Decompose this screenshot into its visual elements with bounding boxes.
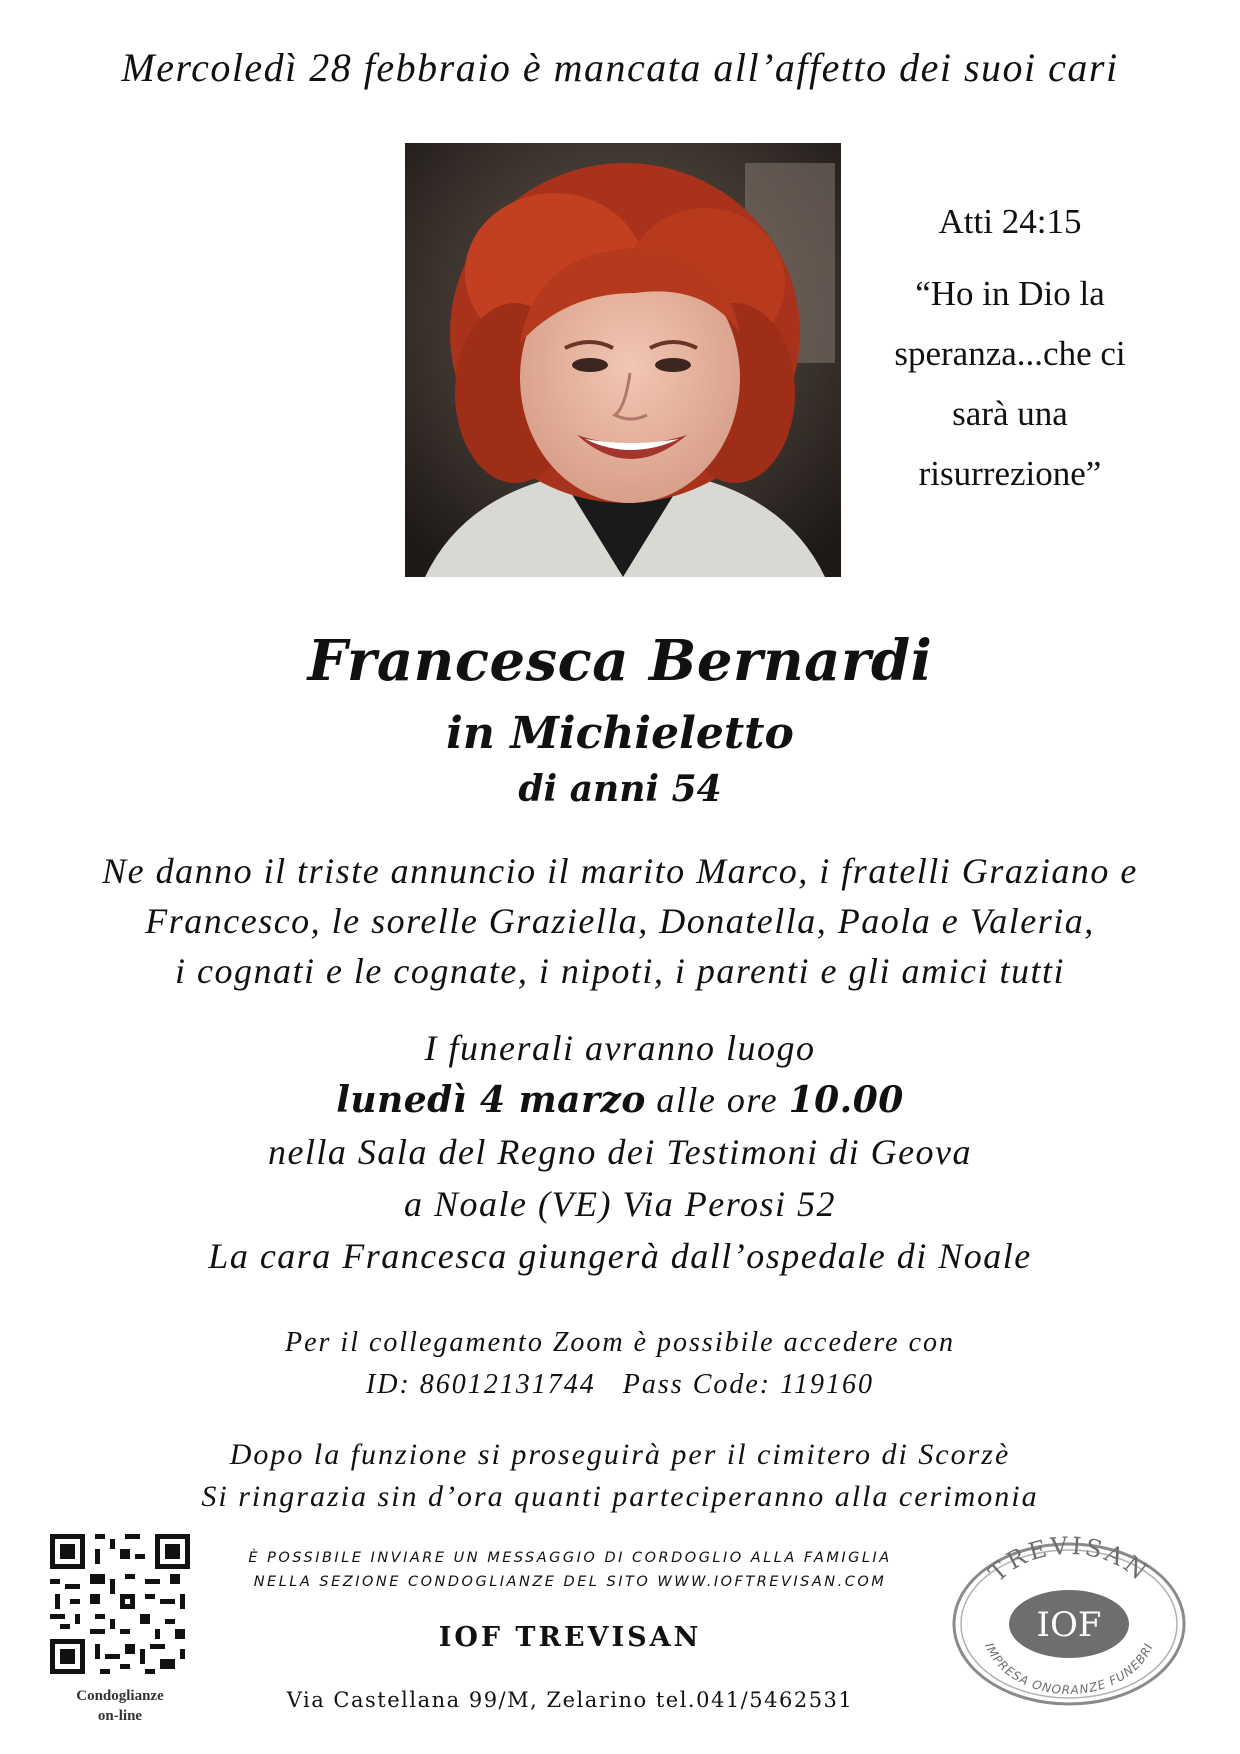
qr-label [50,1686,190,1726]
verse-line: sarà una [952,394,1068,433]
deceased-name: Francesca Bernardi [307,628,933,694]
funeral-time-prefix: alle ore [656,1080,779,1120]
deceased-age: di anni 54 [518,768,722,810]
qr-label-line: on-line [97,1708,143,1724]
notice-line: NELLA SEZIONE CONDOGLIANZE DEL SITO WWW.IOFTREVISAN.COM [253,1574,887,1590]
announcement [0,846,1240,996]
notice-line: È POSSIBILE INVIARE UN MESSAGGIO DI CORDOGLIO ALLA FAMIGLIA [248,1550,892,1566]
zoom-credentials: ID: 86012131744 Pass Code: 119160 [365,1369,875,1400]
announcement-line: i cognati e le cognate, i nipoti, i parenti e gli amici tutti [174,951,1066,991]
funeral-time: 10.00 [788,1079,904,1121]
zoom-info [0,1322,1240,1406]
funeral-arrival: La cara Francesca giungerà dall’ospedale di Noale [208,1236,1032,1276]
closing-notes [0,1434,1240,1518]
logo-center-text: IOF [1036,1605,1102,1645]
funeral-intro: I funerali avranno luogo [424,1028,816,1068]
funeral-details [0,1022,1240,1282]
closing-line: Dopo la funzione si proseguirà per il cimitero di Scorzè [229,1438,1011,1471]
funeral-place: nella Sala del Regno dei Testimoni di Geova [267,1132,973,1172]
verse-line: “Ho in Dio la [915,274,1105,313]
iof-trevisan-logo [946,1528,1192,1708]
opening-line: Mercoledì 28 febbraio è mancata all’affetto dei suoi cari [121,45,1119,90]
announcement-line: Ne danno il triste annuncio il marito Marco, i fratelli Graziano e [102,851,1138,891]
verse-reference: Atti 24:15 [938,202,1082,241]
funeral-address: a Noale (VE) Via Perosi 52 [404,1184,836,1224]
company-name: IOF TREVISAN [438,1622,702,1653]
announcement-line: Francesco, le sorelle Graziella, Donatella, Paola e Valeria, [145,901,1095,941]
company-address: Via Castellana 99/M, Zelarino tel.041/5462531 [286,1688,854,1712]
logo-bottom-text: IMPRESA ONORANZE FUNEBRI [982,1640,1156,1698]
verse-line: risurrezione” [918,454,1102,493]
qr-code[interactable] [50,1534,190,1674]
funeral-date: lunedì 4 marzo [336,1079,646,1121]
logo-top-text: TREVISAN [983,1531,1155,1588]
closing-line: Si ringrazia sin d’ora quanti parteciperanno alla cerimonia [201,1480,1039,1513]
qr-label-line: Condoglianze [76,1688,164,1704]
condolence-notice [180,1546,960,1594]
verse-line: speranza...che ci [894,334,1126,373]
married-name: in Michieletto [446,708,794,759]
bible-verse [860,192,1160,504]
funeral-datetime [0,1074,1240,1126]
zoom-line: Per il collegamento Zoom è possibile accedere con [284,1327,956,1358]
portrait-photo [405,143,841,577]
